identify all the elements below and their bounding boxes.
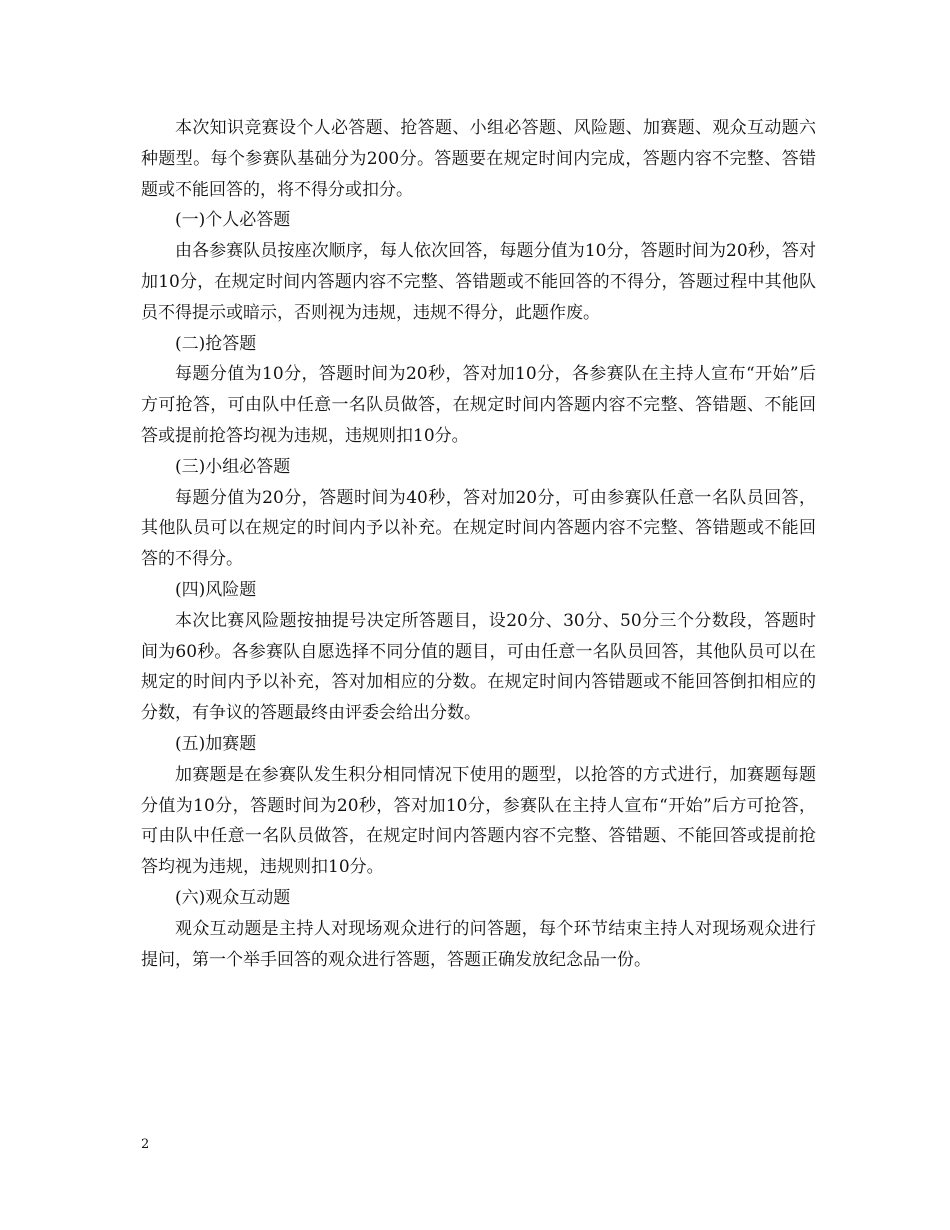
page-number: 2 xyxy=(141,1137,150,1152)
section-body-5: 加赛题是在参赛队发生积分相同情况下使用的题型，以抢答的方式进行，加赛题每题分值为10分，答题时间为20秒，答对加10分，参赛队在主持人宣布“开始”后方可抢答，可由队中任意一名队员做答，在规定时间内答题内容不完整、答错题、不能回答或提前抢答均视为违规，违规则扣10分。 xyxy=(141,764,816,878)
section-heading-1: (一)个人必答题 xyxy=(175,210,291,231)
section-body-1: 由各参赛队员按座次顺序，每人依次回答，每题分值为10分，答题时间为20秒，答对加10分，在规定时间内答题内容不完整、答错题或不能回答的不得分，答题过程中其他队员不得提示或暗示，否则视为违规，违规不得分，此题作废。 xyxy=(141,241,816,323)
section-heading-6: (六)观众互动题 xyxy=(175,887,291,908)
document-body xyxy=(141,113,816,975)
section-heading-5: (五)加赛题 xyxy=(175,733,257,754)
section-heading-2: (二)抢答题 xyxy=(175,333,257,354)
section-body-6: 观众互动题是主持人对现场观众进行的问答题，每个环节结束主持人对现场观众进行提问，第一个举手回答的观众进行答题，答题正确发放纪念品一份。 xyxy=(141,918,816,970)
section-body-3: 每题分值为20分，答题时间为40秒，答对加20分，可由参赛队任意一名队员回答，其他队员可以在规定的时间内予以补充。在规定时间内答题内容不完整、答错题或不能回答的不得分。 xyxy=(141,487,816,570)
section-heading-4: (四)风险题 xyxy=(175,579,257,600)
intro-paragraph: 本次知识竞赛设个人必答题、抢答题、小组必答题、风险题、加赛题、观众互动题六种题型。每个参赛队基础分为200分。答题要在规定时间内完成，答题内容不完整、答错题或不能回答的，将不得分或扣分。 xyxy=(141,118,816,200)
section-body-4: 本次比赛风险题按抽提号决定所答题目，设20分、30分、50分三个分数段，答题时间为60秒。各参赛队自愿选择不同分值的题目，可由任意一名队员回答，其他队员可以在规定的时间内予以补充，答对加相应的分数。在规定时间内答错题或不能回答倒扣相应的分数，有争议的答题最终由评委会给出分数。 xyxy=(141,610,816,724)
section-heading-3: (三)小组必答题 xyxy=(175,456,291,477)
section-body-2: 每题分值为10分，答题时间为20秒，答对加10分，各参赛队在主持人宣布“开始”后方可抢答，可由队中任意一名队员做答，在规定时间内答题内容不完整、答错题、不能回答或提前抢答均视为违规，违规则扣10分。 xyxy=(141,364,816,446)
